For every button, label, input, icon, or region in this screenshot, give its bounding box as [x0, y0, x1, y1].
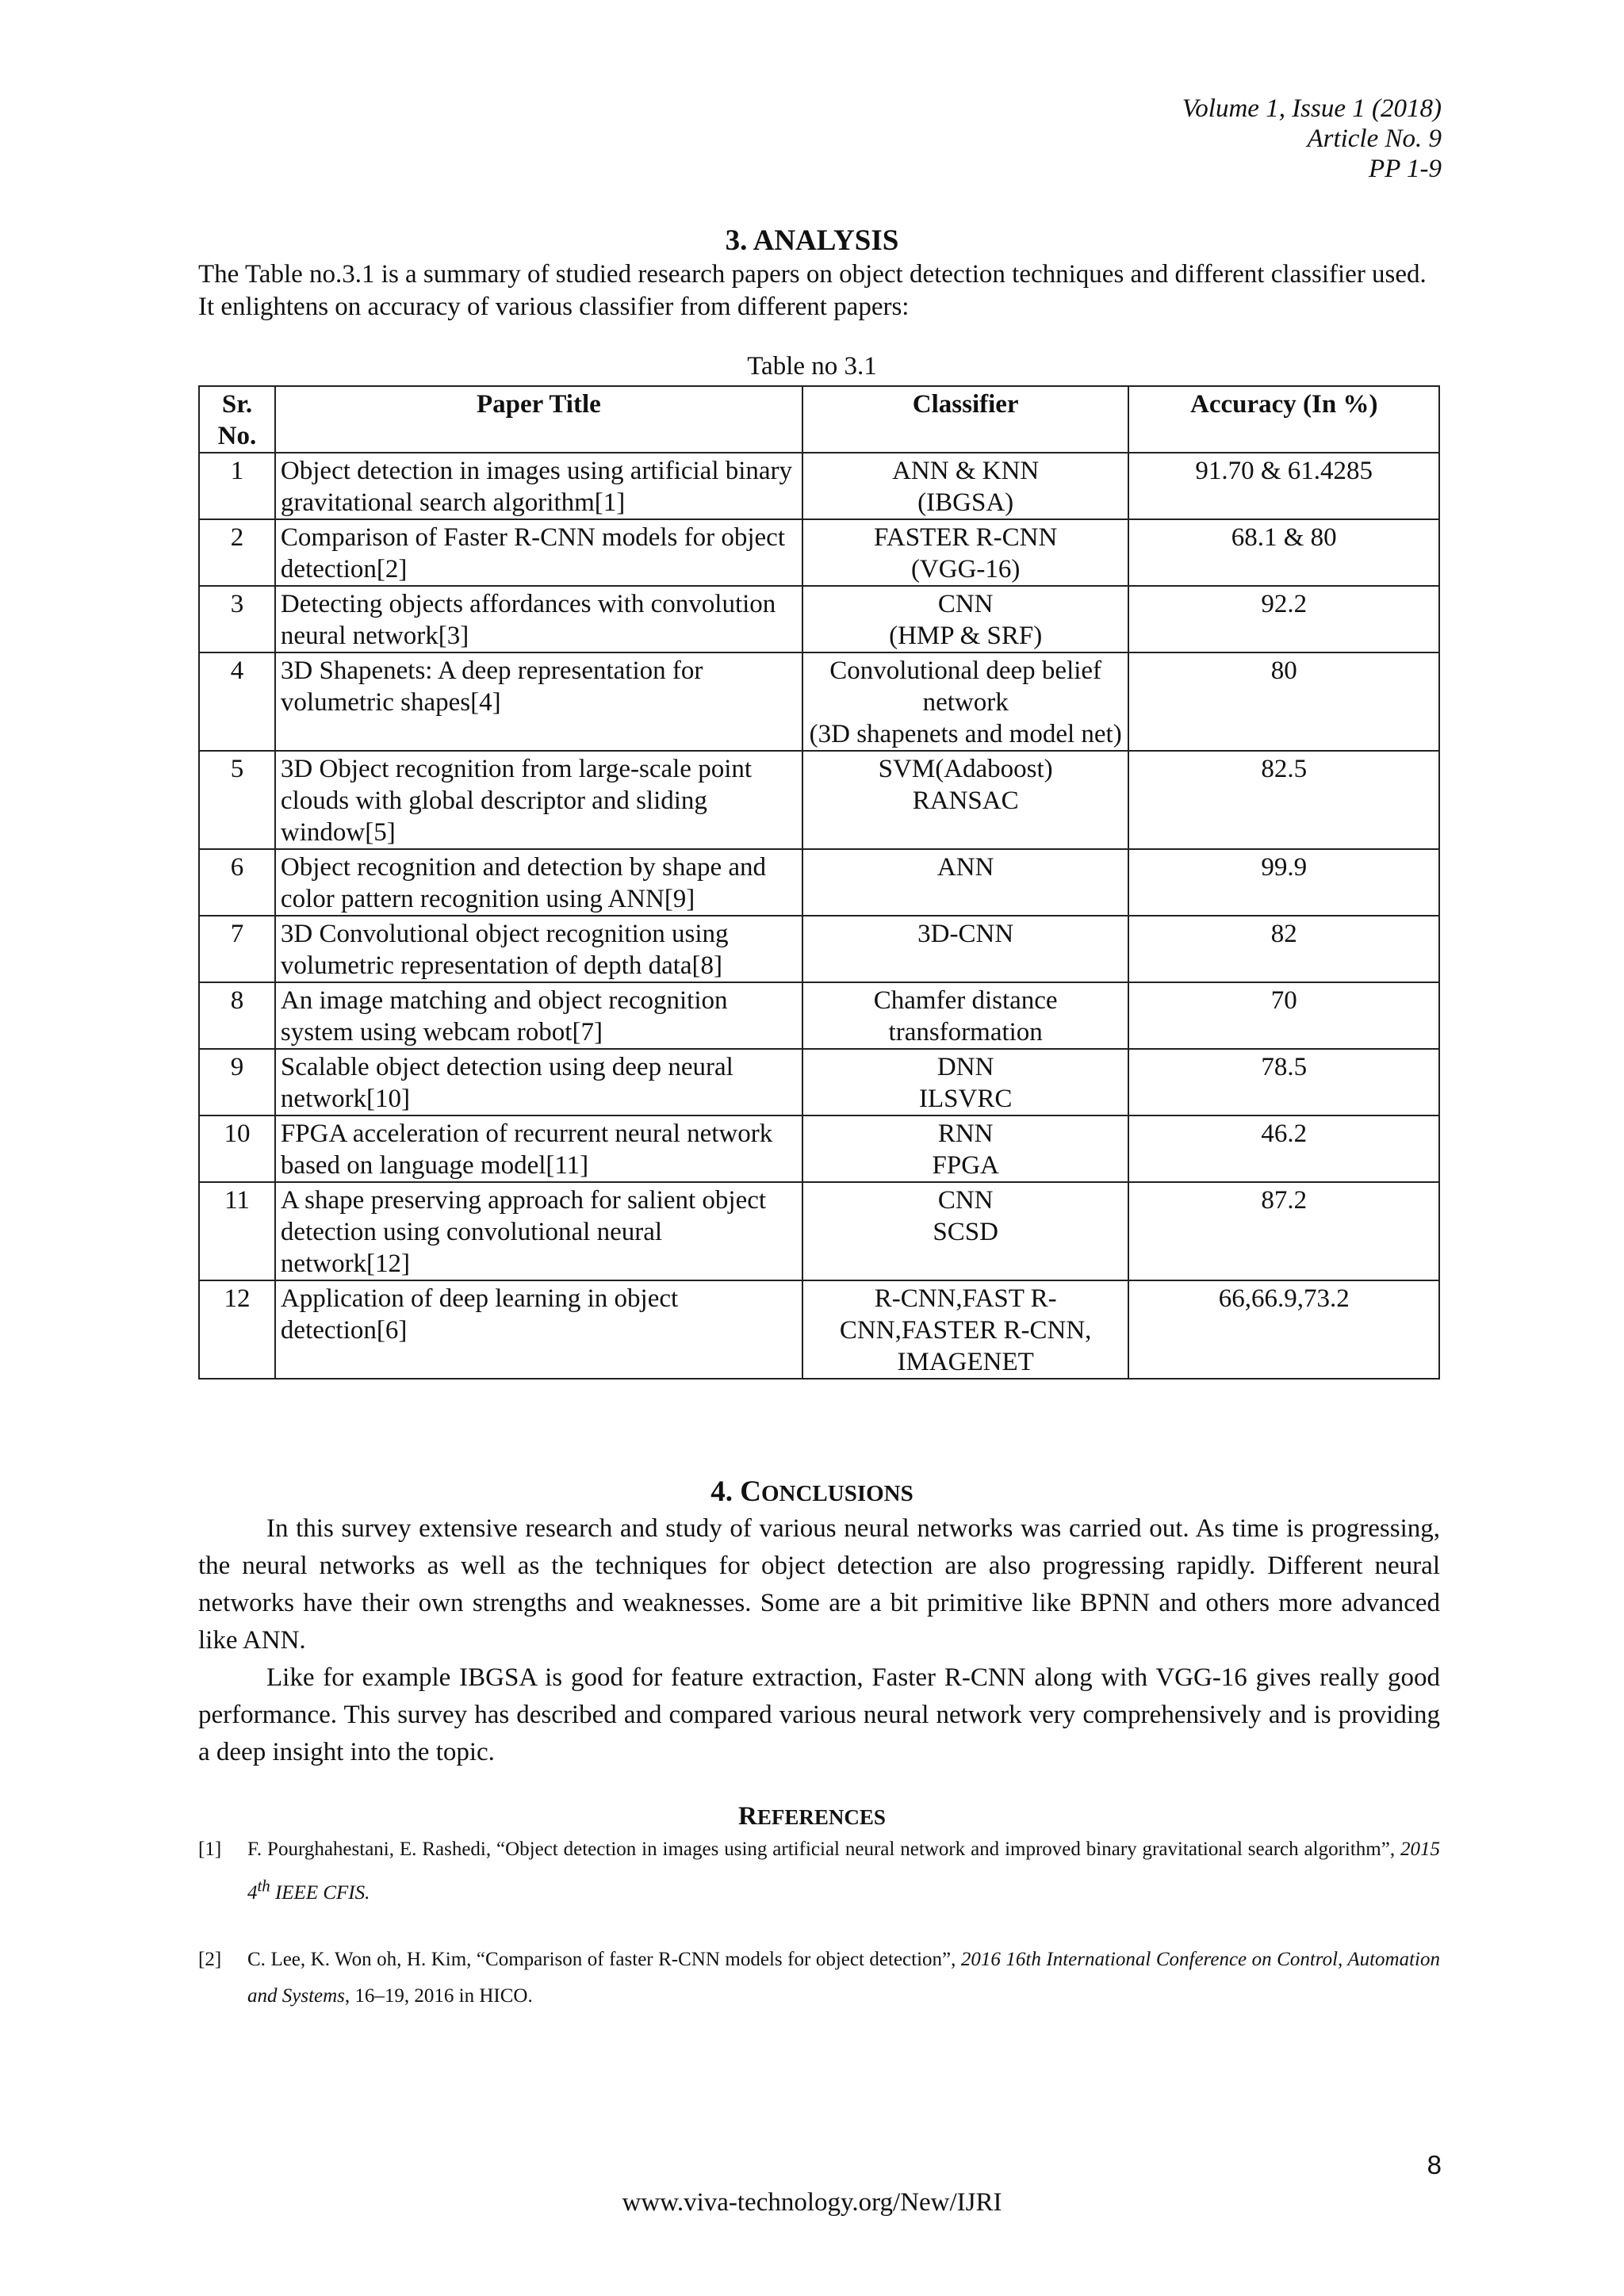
table-row: [199, 1049, 1439, 1115]
table-row: [199, 1280, 1439, 1379]
cell-sr: 7: [199, 916, 275, 982]
table-row: [199, 586, 1439, 652]
reference-number: [2]: [198, 1949, 222, 1971]
cell-title: Scalable object detection using deep neural network[10]: [275, 1049, 802, 1115]
references-heading: [0, 1798, 1624, 1832]
references-heading-rest: EFERENCES: [756, 1805, 886, 1829]
reference-authors-title: F. Pourghahestani, E. Rashedi, “Object detection in images using artificial neural network and improved binary gravitational search algorithm”,: [247, 1839, 1400, 1860]
table-row: [199, 453, 1439, 519]
cell-sr: 5: [199, 751, 275, 849]
reference-venue-pre: 2015 4: [247, 1839, 1440, 1904]
references-heading-initial: R: [738, 1802, 757, 1831]
reference-text: [247, 1942, 1440, 2015]
reference-number: [1]: [198, 1839, 222, 1860]
cell-title: An image matching and object recognition system using webcam robot[7]: [275, 982, 802, 1049]
cell-classifier: Chamfer distance transformation: [802, 982, 1129, 1049]
reference-tail: , 16–19, 2016 in HICO.: [344, 1985, 533, 2007]
conclusions-heading-rest: ONCLUSIONS: [760, 1481, 914, 1506]
table-row: [199, 751, 1439, 849]
cell-classifier: Convolutional deep belief network (3D shapenets and model net): [802, 652, 1129, 751]
cell-title: Object recognition and detection by shape and color pattern recognition using ANN[9]: [275, 849, 802, 916]
cell-sr: 11: [199, 1182, 275, 1280]
cell-sr: 4: [199, 652, 275, 751]
conclusions-heading: [0, 1475, 1624, 1509]
cell-accuracy: 87.2: [1128, 1182, 1439, 1280]
cell-classifier: FASTER R-CNN (VGG-16): [802, 519, 1129, 586]
conclusions-heading-initial: C: [740, 1475, 761, 1508]
cell-classifier: ANN & KNN (IBGSA): [802, 453, 1129, 519]
footer-url: www.viva-technology.org/New/IJRI: [622, 2188, 1002, 2217]
header-classifier: Classifier: [802, 386, 1129, 453]
table-row: [199, 982, 1439, 1049]
cell-title: Object detection in images using artificial binary gravitational search algorithm[1]: [275, 453, 802, 519]
cell-accuracy: 78.5: [1128, 1049, 1439, 1115]
cell-sr: 2: [199, 519, 275, 586]
cell-sr: 3: [199, 586, 275, 652]
summary-table: [198, 385, 1440, 1380]
table-row: [199, 652, 1439, 751]
cell-accuracy: 99.9: [1128, 849, 1439, 916]
reference-authors-title: C. Lee, K. Won oh, H. Kim, “Comparison of faster R-CNN models for object detection”,: [247, 1949, 961, 1971]
cell-title: Comparison of Faster R-CNN models for object detection[2]: [275, 519, 802, 586]
header-pages: PP 1-9: [1369, 155, 1442, 183]
cell-title: 3D Object recognition from large-scale point clouds with global descriptor and sliding window[5]: [275, 751, 802, 849]
cell-classifier: CNN (HMP & SRF): [802, 586, 1129, 652]
cell-accuracy: 82: [1128, 916, 1439, 982]
analysis-intro: The Table no.3.1 is a summary of studied research papers on object detection techniques and different classifier used. It enlightens on accuracy of various classifier from different papers:: [198, 260, 1427, 321]
table-row: [199, 1182, 1439, 1280]
cell-classifier: RNN FPGA: [802, 1115, 1129, 1182]
cell-classifier: R-CNN,FAST R-CNN,FASTER R-CNN, IMAGENET: [802, 1280, 1129, 1379]
cell-classifier: SVM(Adaboost) RANSAC: [802, 751, 1129, 849]
cell-sr: 10: [199, 1115, 275, 1182]
header-article: Article No. 9: [1307, 124, 1442, 153]
cell-accuracy: 82.5: [1128, 751, 1439, 849]
header-accuracy: Accuracy (In %): [1128, 386, 1439, 453]
cell-sr: 12: [199, 1280, 275, 1379]
cell-title: A shape preserving approach for salient object detection using convolutional neural network[12]: [275, 1182, 802, 1280]
cell-accuracy: 80: [1128, 652, 1439, 751]
reference-venue-post: IEEE CFIS.: [270, 1882, 370, 1904]
table-row: [199, 849, 1439, 916]
cell-sr: 6: [199, 849, 275, 916]
table-caption: Table no 3.1: [747, 352, 877, 381]
cell-title: Detecting objects affordances with convolution neural network[3]: [275, 586, 802, 652]
conclusions-heading-number: 4.: [710, 1475, 741, 1508]
reference-text: [247, 1831, 1440, 1911]
cell-accuracy: 91.70 & 61.4285: [1128, 453, 1439, 519]
cell-title: 3D Convolutional object recognition using volumetric representation of depth data[8]: [275, 916, 802, 982]
reference-item: [198, 1942, 1440, 2015]
cell-accuracy: 66,66.9,73.2: [1128, 1280, 1439, 1379]
cell-classifier: DNN ILSVRC: [802, 1049, 1129, 1115]
cell-classifier: 3D-CNN: [802, 916, 1129, 982]
table-row: [199, 519, 1439, 586]
header-sr-no: Sr. No.: [199, 386, 275, 453]
page-number: 8: [1427, 2150, 1442, 2179]
reference-venue-sup: th: [257, 1877, 270, 1896]
cell-classifier: ANN: [802, 849, 1129, 916]
cell-accuracy: 46.2: [1128, 1115, 1439, 1182]
cell-accuracy: 70: [1128, 982, 1439, 1049]
cell-classifier: CNN SCSD: [802, 1182, 1129, 1280]
references-list: [198, 1831, 1440, 2045]
cell-sr: 8: [199, 982, 275, 1049]
header-volume: Volume 1, Issue 1 (2018): [1182, 94, 1442, 123]
running-header: [1182, 94, 1442, 184]
conclusions-body: [198, 1510, 1440, 1771]
table-header-row: [199, 386, 1439, 453]
cell-title: 3D Shapenets: A deep representation for volumetric shapes[4]: [275, 652, 802, 751]
cell-accuracy: 92.2: [1128, 586, 1439, 652]
cell-sr: 1: [199, 453, 275, 519]
cell-title: FPGA acceleration of recurrent neural network based on language model[11]: [275, 1115, 802, 1182]
table-row: [199, 1115, 1439, 1182]
table-row: [199, 916, 1439, 982]
header-paper-title: Paper Title: [275, 386, 802, 453]
cell-title: Application of deep learning in object detection[6]: [275, 1280, 802, 1379]
reference-venue-pre: 2016 16th International Conference on Control, Automation and Systems: [247, 1949, 1441, 2007]
reference-item: [198, 1831, 1440, 1911]
conclusions-paragraph: Like for example IBGSA is good for feature extraction, Faster R-CNN along with VGG-16 gives really good performance. This survey has described and compared various neural network very comprehensively and is providing a deep insight into the topic.: [198, 1663, 1440, 1766]
cell-accuracy: 68.1 & 80: [1128, 519, 1439, 586]
analysis-heading: 3. ANALYSIS: [725, 224, 899, 257]
conclusions-paragraph: In this survey extensive research and study of various neural networks was carried out. As time is progressing, the neural networks as well as the techniques for object detection are also progressing rapidly. Different neural networks have their own strengths and weaknesses. Some are a bit primitive like BPNN and others more advanced like ANN.: [198, 1514, 1440, 1655]
cell-sr: 9: [199, 1049, 275, 1115]
